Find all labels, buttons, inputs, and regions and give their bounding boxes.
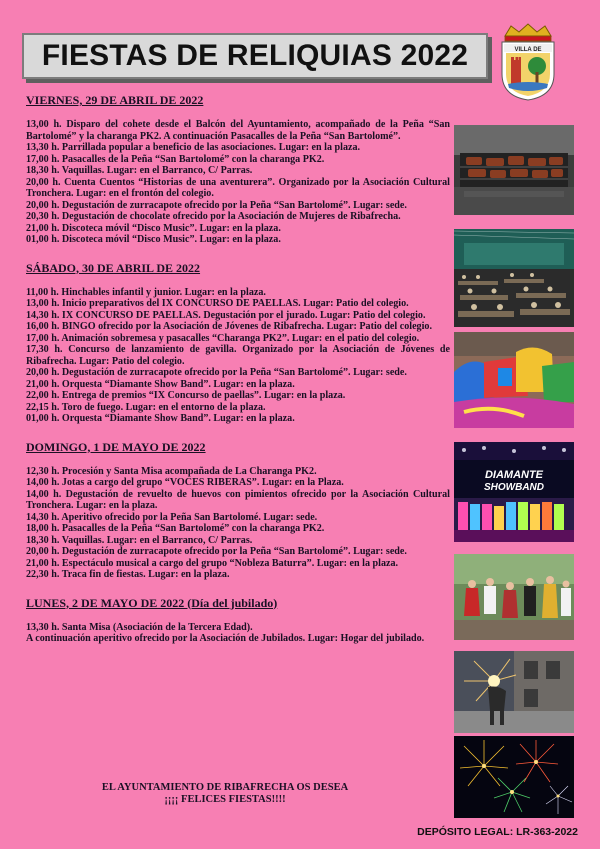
event-item: 17,30 h. Concurso de lanzamiento de gavilla. Organizado por la Asociación de Jóvenes de Ribafrecha. Lugar: Patio del colegio. — [26, 344, 450, 367]
event-item: 11,00 h. Hinchables infantil y junior. Lugar: en la plaza. — [26, 286, 266, 298]
title-box — [22, 33, 488, 79]
photo-band — [454, 442, 574, 542]
band-logo-line2: SHOWBAND — [484, 482, 544, 493]
event-item: 18,30 h. Vaquillas. Lugar: en el Barranco, C/ Parras. — [26, 534, 253, 546]
program — [26, 93, 450, 660]
day-sunday — [26, 440, 450, 581]
day-saturday — [26, 261, 450, 425]
day-heading: VIERNES, 29 DE ABRIL DE 2022 — [26, 93, 204, 107]
event-item: 18,00 h. Pasacalles de la Peña “San Bartolomé” con la charanga PK2. — [26, 523, 325, 534]
town-crest — [497, 22, 559, 102]
event-item: 22,00 h. Entrega de premios “IX Concurso de paellas”. Lugar: en la plaza. — [26, 390, 346, 401]
event-item: 13,30 h. Parrillada popular a beneficio de las asociaciones. Lugar: en la plaza. — [26, 142, 361, 153]
photo-paellas-hall — [454, 229, 574, 327]
footer-greeting — [100, 782, 350, 806]
event-item: 20,00 h. Degustación de zurracapote ofrecido por la Peña “San Bartolomé”. Lugar: sede. — [26, 367, 407, 378]
event-item: 17,00 h. Animación sobremesa y pasacalles “Charanga PK2”. Lugar: en el patio del colegio. — [26, 332, 420, 344]
day-friday — [26, 93, 450, 246]
event-item: 14,30 h. IX CONCURSO DE PAELLAS. Degustación por el jurado. Lugar: Patio del colegio. — [26, 309, 426, 321]
day-heading: DOMINGO, 1 DE MAYO DE 2022 — [26, 439, 206, 454]
event-item: 21,00 h. Espectáculo musical a cargo del grupo “Nobleza Baturra”. Lugar: en la plaza. — [26, 557, 399, 569]
crest-text: VILLA DE — [514, 47, 542, 53]
band-logo-line1: DIAMANTE — [484, 469, 544, 481]
event-item: 13,00 h. Disparo del cohete desde el Balcón del Ayuntamiento, acompañado de la Peña “San Bartolomé” y la charanga PK2. A continuación Pasacalles de la Peña “San Bartolomé”. — [26, 119, 450, 142]
photo-fireworks — [454, 736, 574, 818]
photo-barbecue — [454, 125, 574, 215]
photo-inflatables — [454, 332, 574, 428]
legal-deposit: DEPÓSITO LEGAL: LR-363-2022 — [417, 826, 578, 838]
event-item: 16,00 h. BINGO ofrecido por la Asociación de Jóvenes de Ribafrecha. Lugar: Patio del colegio. — [26, 321, 432, 332]
photo-jotas — [454, 554, 574, 640]
event-item: 21,00 h. Discoteca móvil “Disco Music”. Lugar: en la plaza. — [26, 222, 281, 234]
footer-line: EL AYUNTAMIENTO DE RIBAFRECHA OS DESEA — [101, 782, 349, 793]
footer-line: ¡¡¡¡ FELICES FIESTAS!!!! — [164, 794, 286, 805]
day-heading: SÁBADO, 30 DE ABRIL DE 2022 — [26, 260, 201, 275]
day-heading: LUNES, 2 DE MAYO DE 2022 (Día del jubilado) — [26, 595, 278, 610]
event-item: 13,00 h. Inicio preparativos del IX CONCURSO DE PAELLAS. Lugar: Patio del colegio. — [26, 298, 409, 309]
event-item: 22,15 h. Toro de fuego. Lugar: en el entorno de la plaza. — [26, 401, 266, 413]
event-item: 20,30 h. Degustación de chocolate ofrecido por la Asociación de Mujeres de Ribafrecha. — [26, 211, 401, 222]
event-item: 20,00 h. Degustación de zurracapote ofrecido por la Peña “San Bartolomé”. Lugar: sede. — [26, 546, 407, 557]
event-item: 14,30 h. Aperitivo ofrecido por la Peña San Bartolomé. Lugar: sede. — [26, 511, 318, 523]
event-item: 12,30 h. Procesión y Santa Misa acompañada de La Charanga PK2. — [26, 465, 317, 477]
event-item: 14,00 h. Degustación de revuelto de huevos con pimientos ofrecido por la Asociación Cultural Tronchera. Lugar: en la plaza. — [26, 488, 450, 511]
event-list — [26, 466, 450, 581]
event-item: 21,00 h. Orquesta “Diamante Show Band”. Lugar: en la plaza. — [26, 378, 295, 390]
event-list — [26, 119, 450, 246]
event-list — [26, 287, 450, 425]
event-item: 01,00 h. Discoteca móvil “Disco Music”. Lugar: en la plaza. — [26, 234, 281, 245]
event-item: 18,30 h. Vaquillas. Lugar: en el Barranco, C/ Parras. — [26, 165, 253, 176]
event-item: 01,00 h. Orquesta “Diamante Show Band”. Lugar: en la plaza. — [26, 413, 295, 424]
event-item: 22,30 h. Traca fin de fiestas. Lugar: en la plaza. — [26, 569, 230, 580]
event-item: 13,30 h. Santa Misa (Asociación de la Tercera Edad). — [26, 621, 253, 633]
page-title: FIESTAS DE RELIQUIAS 2022 — [41, 39, 469, 72]
event-item: 20,00 h. Cuenta Cuentos “Historias de una aventurera”. Organizado por la Asociación Cultural Tronchera. Lugar: en el frontón del colegio. — [26, 176, 450, 199]
event-item: 17,00 h. Pasacalles de la Peña “San Bartolomé” con la charanga PK2. — [26, 153, 325, 165]
event-item: A continuación aperitivo ofrecido por la Asociación de Jubilados. Lugar: Hogar del jubilado. — [26, 633, 425, 644]
event-item: 14,00 h. Jotas a cargo del grupo “VOCES RIBERAS”. Lugar: en la Plaza. — [26, 477, 344, 488]
day-monday — [26, 596, 450, 645]
event-item: 20,00 h. Degustación de zurracapote ofrecido por la Peña “San Bartolomé”. Lugar: sede. — [26, 199, 407, 211]
event-list — [26, 622, 450, 645]
photo-fire-bull — [454, 651, 574, 733]
